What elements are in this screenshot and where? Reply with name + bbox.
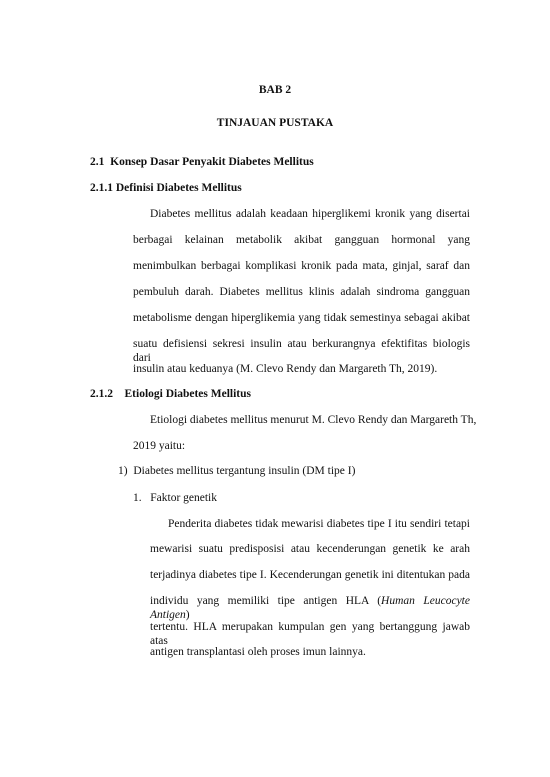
- section-title: Konsep Dasar Penyakit Diabetes Mellitus: [110, 156, 314, 168]
- section-heading-2-1-1: [90, 181, 242, 195]
- list-marker: 1): [118, 465, 128, 477]
- paragraph-line: terjadinya diabetes tipe I. Kecenderungan genetik ini ditentukan pada: [150, 569, 470, 581]
- paragraph-line: pembuluh darah. Diabetes mellitus klinis adalah sindroma gangguan: [133, 286, 470, 298]
- chapter-number: BAB 2: [258, 84, 292, 96]
- section-title: Definisi Diabetes Mellitus: [115, 182, 242, 194]
- paragraph-line: antigen transplantasi oleh proses imun lainnya.: [150, 646, 366, 658]
- paragraph-text: individu yang memiliki tipe antigen HLA (: [150, 595, 382, 607]
- list-item-text: Faktor genetik: [150, 492, 217, 504]
- paragraph-text: ): [185, 609, 190, 621]
- section-number: 2.1.2: [90, 388, 113, 400]
- paragraph-line: Penderita diabetes tidak mewarisi diabetes tipe I itu sendiri tetapi: [168, 518, 470, 530]
- section-number: 2.1.1: [90, 182, 113, 194]
- sublist-item: [133, 491, 217, 505]
- paragraph-line: 2019 yaitu:: [133, 440, 186, 452]
- list-item-text: Diabetes mellitus tergantung insulin (DM tipe I): [133, 465, 356, 477]
- paragraph-line: Etiologi diabetes mellitus menurut M. Clevo Rendy dan Margareth Th,: [150, 414, 477, 426]
- list-marker: 1.: [133, 492, 142, 504]
- paragraph-line: berbagai kelainan metabolik akibat gangguan hormonal yang: [133, 234, 470, 246]
- paragraph-line: menimbulkan berbagai komplikasi kronik pada mata, ginjal, saraf dan: [133, 260, 470, 272]
- italic-term: Human Leucocyte Antigen: [150, 595, 470, 621]
- section-heading-2-1: [90, 155, 314, 169]
- section-title: Etiologi Diabetes Mellitus: [124, 388, 251, 400]
- section-number: 2.1: [90, 156, 105, 168]
- list-item: [118, 464, 355, 478]
- paragraph-line: suatu defisiensi sekresi insulin atau berkurangnya efektifitas biologis dari: [133, 338, 470, 364]
- paragraph-line: mewarisi suatu predisposisi atau kecenderungan genetik ke arah: [150, 543, 470, 555]
- section-heading-2-1-2: [90, 387, 251, 401]
- chapter-title: TINJAUAN PUSTAKA: [216, 117, 334, 129]
- paragraph-line: insulin atau keduanya (M. Clevo Rendy dan Margareth Th, 2019).: [133, 363, 438, 375]
- paragraph-line: Diabetes mellitus adalah keadaan hiperglikemi kronik yang disertai: [150, 208, 470, 220]
- paragraph-line: tertentu. HLA merupakan kumpulan gen yang bertanggung jawab atas: [150, 621, 470, 647]
- paragraph-line: metabolisme dengan hiperglikemia yang tidak semestinya sebagai akibat: [133, 312, 470, 324]
- paragraph-line: [150, 594, 470, 622]
